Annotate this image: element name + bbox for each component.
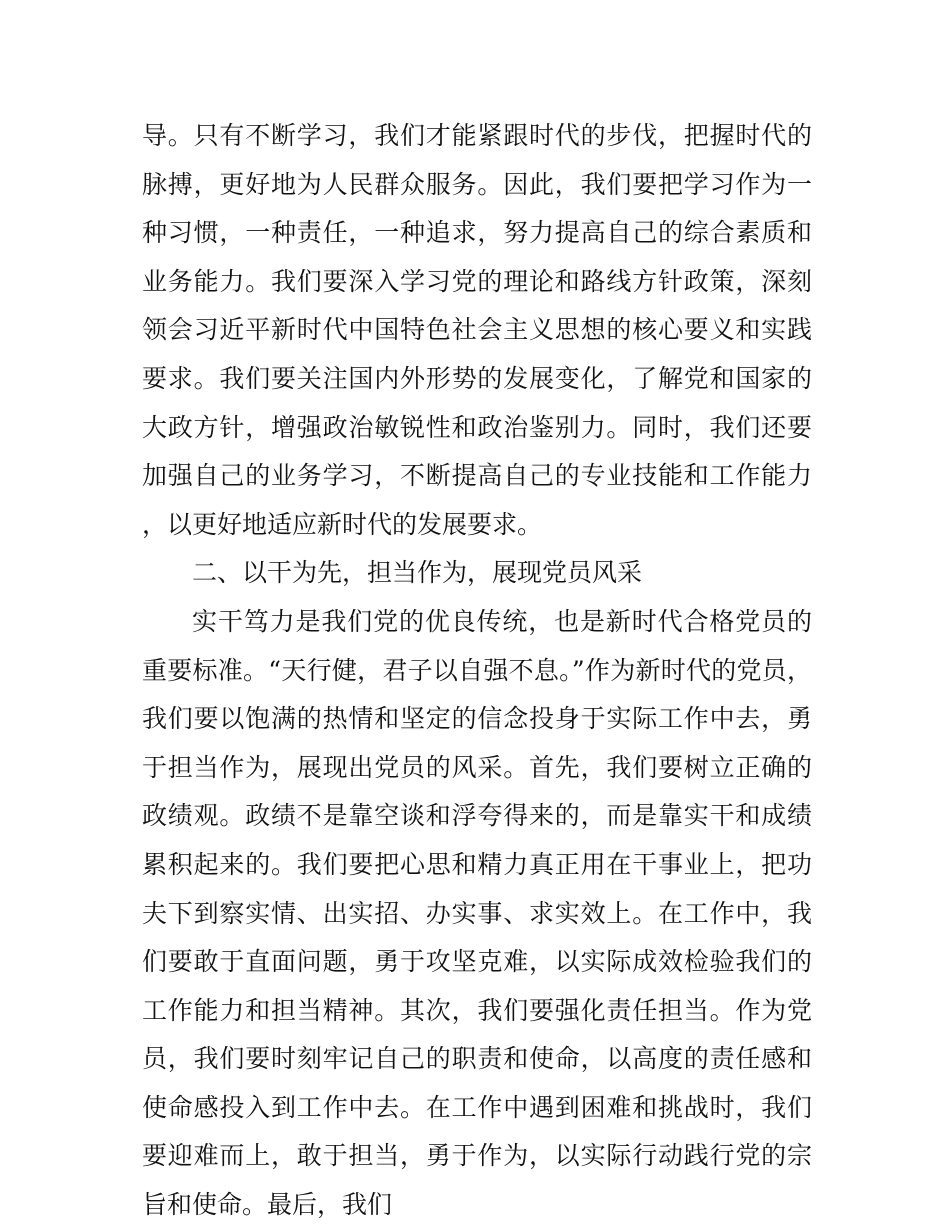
body-paragraph-1: 导。只有不断学习，我们才能紧跟时代的步伐，把握时代的脉搏，更好地为人民群众服务。因此，我们要把学习作为一种习惯，一种责任，一种追求，努力提高自己的综合素质和业务能力。我们要深入学习党的理论和路线方针政策，深刻领会习近平新时代中国特色社会主义思想的核心要义和实践要求。我们要关注国内外形势的发展变化，了解党和国家的大政方针，增强政治敏锐性和政治鉴别力。同时，我们还要加强自己的业务学习，不断提高自己的专业技能和工作能力，以更好地适应新时代的发展要求。 [142,121,812,539]
section-heading-2: 二、以干为先，担当作为，展现党员风采 [192,558,643,588]
document-page [142,112,812,1230]
body-paragraph-3: 实干笃力是我们党的优良传统，也是新时代合格党员的重要标准。“天行健，君子以自强不息。”作为新时代的党员，我们要以饱满的热情和坚定的信念投身于实际工作中去，勇于担当作为，展现出党员的风采。首先，我们要树立正确的政绩观。政绩不是靠空谈和浮夸得来的，而是靠实干和成绩累积起来的。我们要把心思和精力真正用在干事业上，把功夫下到察实情、出实招、办实事、求实效上。在工作中，我们要敢于直面问题，勇于攻坚克难，以实际成效检验我们的工作能力和担当精神。其次，我们要强化责任担当。作为党员，我们要时刻牢记自己的职责和使命，以高度的责任感和使命感投入到工作中去。在工作中遇到困难和挑战时，我们要迎难而上，敢于担当，勇于作为，以实际行动践行党的宗旨和使命。最后，我们 [142,606,812,1220]
